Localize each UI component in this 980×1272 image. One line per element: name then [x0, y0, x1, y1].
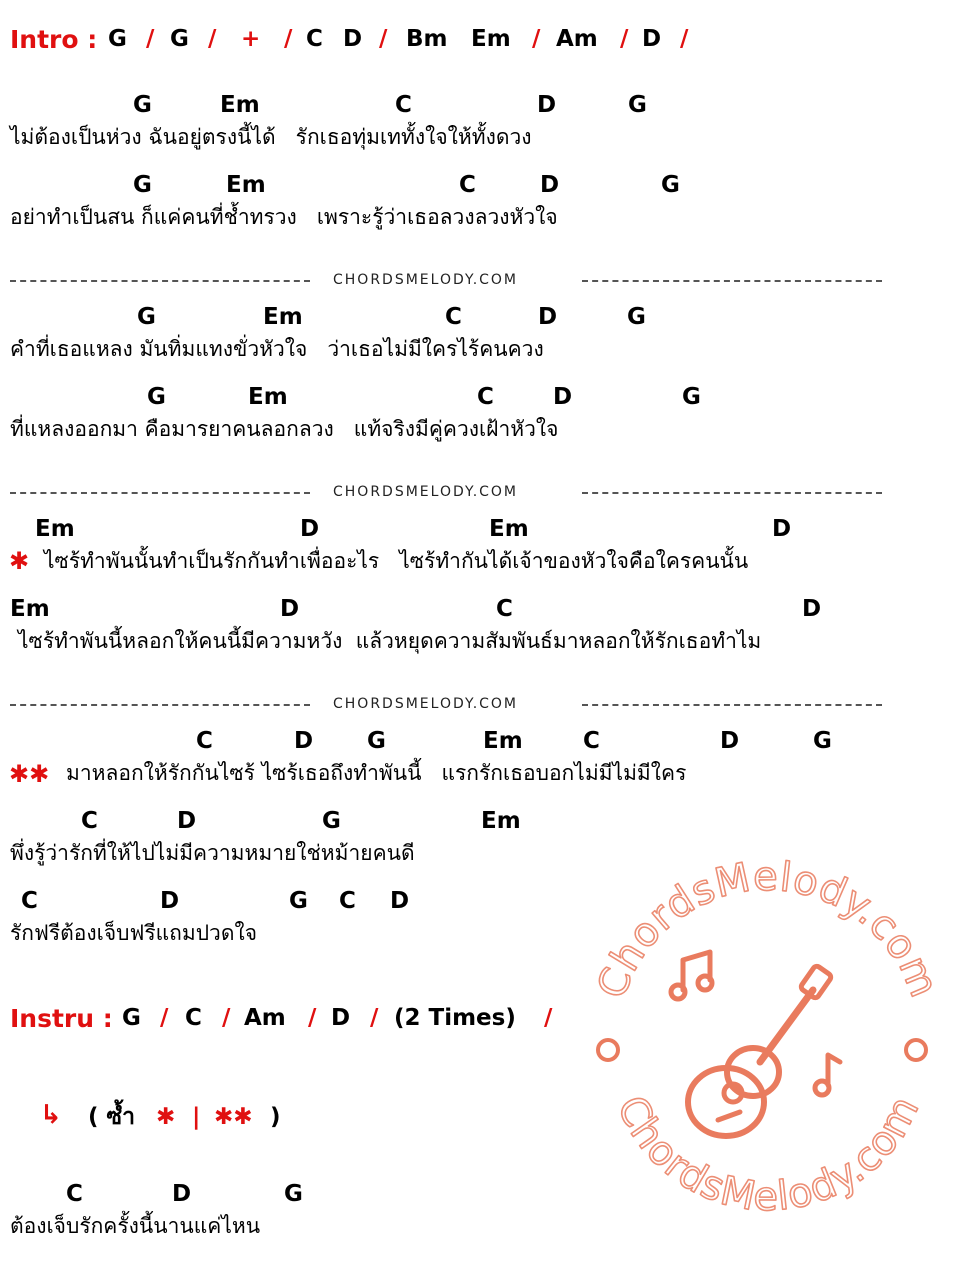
repeat-star-double: ✱✱: [214, 1104, 253, 1130]
lyric-line: มาหลอกให้รักกันไซร้ ไซร้เธอถึงทำพันนี้ แรกรักเธอบอกไม่มีไม่มีใคร: [66, 761, 687, 785]
chord: D: [540, 172, 560, 198]
repeat-star-single: ✱: [156, 1104, 176, 1130]
chord: C: [583, 728, 600, 754]
separator-symbol: /: [222, 1005, 231, 1031]
separator-symbol: /: [620, 26, 629, 52]
chord: D: [177, 808, 197, 834]
lyric-line: รักฟรีต้องเจ็บฟรีแถมปวดใจ: [10, 921, 258, 945]
chord: D: [280, 596, 300, 622]
chord: Em: [481, 808, 521, 834]
chord: Em: [226, 172, 266, 198]
lyric-line: อย่าทำเป็นสน ก็แค่คนที่ช้ำทรวง เพราะรู้ว่าเธอลวงลวงหัวใจ: [10, 205, 558, 229]
chord: Em: [35, 516, 75, 542]
separator-dashes: [582, 280, 882, 282]
chord: G: [122, 1005, 141, 1031]
separator-text: CHORDSMELODY.COM: [333, 696, 519, 712]
separator-dashes: [10, 280, 310, 282]
chord: D: [553, 384, 573, 410]
repeat-open: ( ซ้ำ: [88, 1104, 136, 1130]
separator-symbol: /: [284, 26, 293, 52]
separator-symbol: /: [544, 1005, 553, 1031]
chord: Em: [248, 384, 288, 410]
watermark-text-top: ChordsMelody.com: [588, 853, 948, 1005]
lyric-line: ไม่ต้องเป็นห่วง ฉันอยู่ตรงนี้ได้ รักเธอทุ่มเททั้งใจให้ทั้งดวง: [10, 125, 532, 149]
separator-symbol: /: [379, 26, 388, 52]
lyric-line: พึ่งรู้ว่ารักที่ให้ไปไม่มีความหมายใช่หม้ายคนดี: [10, 841, 415, 865]
chord: G: [682, 384, 701, 410]
chord: G: [108, 26, 127, 52]
chord: D: [538, 304, 558, 330]
separator-dashes: [582, 704, 882, 706]
chord: Em: [483, 728, 523, 754]
separator-dashes: [582, 492, 882, 494]
chord: C: [196, 728, 213, 754]
chord: G: [284, 1181, 303, 1207]
chord: D: [537, 92, 557, 118]
lyric-line: คำที่เธอแหลง มันทิ่มแทงขั่วหัวใจ ว่าเธอไม่มีใครไร้คนควง: [10, 337, 544, 361]
chord: C: [339, 888, 356, 914]
separator-symbol: /: [532, 26, 541, 52]
chord: C: [459, 172, 476, 198]
lyric-line: ไซร้ทำพันนั้นทำเป็นรักกันทำเพื่ออะไร ไซร้ทำกันได้เจ้าของหัวใจคือใครคนนั้น: [44, 549, 749, 573]
separator-symbol: /: [308, 1005, 317, 1031]
chord: Em: [489, 516, 529, 542]
chord: D: [802, 596, 822, 622]
chord: Am: [556, 26, 598, 52]
chord: G: [661, 172, 680, 198]
chord: G: [627, 304, 646, 330]
return-arrow-icon: ↳: [40, 1100, 62, 1130]
chord: D: [772, 516, 792, 542]
chord: Em: [220, 92, 260, 118]
chord: D: [343, 26, 363, 52]
chorus-marker-double-star: ✱✱: [9, 760, 50, 788]
chord: C: [445, 304, 462, 330]
separator-dashes: [10, 492, 310, 494]
chord: G: [322, 808, 341, 834]
watermark-text-bottom: ChordsMelody.com: [607, 1088, 929, 1221]
chord: G: [289, 888, 308, 914]
chord: G: [147, 384, 166, 410]
chord: Am: [244, 1005, 286, 1031]
chord: Em: [10, 596, 50, 622]
separator-symbol: /: [208, 26, 217, 52]
chord: G: [813, 728, 832, 754]
chord: C: [21, 888, 38, 914]
separator-dashes: [10, 704, 310, 706]
chord: C: [66, 1181, 83, 1207]
chord: Em: [471, 26, 511, 52]
section-label: Intro :: [10, 25, 98, 54]
chord: G: [367, 728, 386, 754]
chord: C: [496, 596, 513, 622]
section-label: Instru :: [10, 1004, 113, 1033]
repeat-bar: |: [192, 1104, 201, 1130]
chord: C: [395, 92, 412, 118]
lyric-line: ที่แหลงออกมา คือมารยาคนลอกลวง แท้จริงมีคู่ควงเฝ้าหัวใจ: [10, 417, 559, 441]
repeat-close: ): [270, 1104, 281, 1130]
chord: (2 Times): [394, 1005, 516, 1031]
chord: D: [331, 1005, 351, 1031]
music-note-icon: [815, 1055, 840, 1095]
chord: G: [170, 26, 189, 52]
lyric-line: ต้องเจ็บรักครั้งนี้นานแค่ไหน: [10, 1214, 261, 1238]
separator-symbol: /: [370, 1005, 379, 1031]
chord: D: [160, 888, 180, 914]
separator-symbol: /: [160, 1005, 169, 1031]
chord: Em: [263, 304, 303, 330]
chord: C: [477, 384, 494, 410]
chord: Bm: [406, 26, 448, 52]
chord: G: [628, 92, 647, 118]
lyric-line: ไซร้ทำพันนี้หลอกให้คนนี้มีความหวัง แล้วหยุดความสัมพันธ์มาหลอกให้รักเธอทำไม: [18, 629, 762, 653]
separator-symbol: /: [146, 26, 155, 52]
chord: G: [133, 92, 152, 118]
chord: D: [720, 728, 740, 754]
chord: D: [294, 728, 314, 754]
separator-text: CHORDSMELODY.COM: [333, 272, 519, 288]
music-note-icon: [906, 1040, 926, 1060]
music-note-icon: [598, 1040, 618, 1060]
chord: G: [133, 172, 152, 198]
chord: D: [390, 888, 410, 914]
separator-symbol: /: [680, 26, 689, 52]
chord: C: [81, 808, 98, 834]
chordsmelody-watermark: [578, 850, 958, 1230]
separator-symbol: +: [241, 26, 261, 52]
chord: C: [306, 26, 323, 52]
separator-text: CHORDSMELODY.COM: [333, 484, 519, 500]
music-note-icon: [671, 952, 712, 999]
chorus-marker-single-star: ✱: [9, 547, 30, 575]
chord: D: [172, 1181, 192, 1207]
chord: G: [137, 304, 156, 330]
chord: D: [300, 516, 320, 542]
chord: C: [185, 1005, 202, 1031]
chord: D: [642, 26, 662, 52]
